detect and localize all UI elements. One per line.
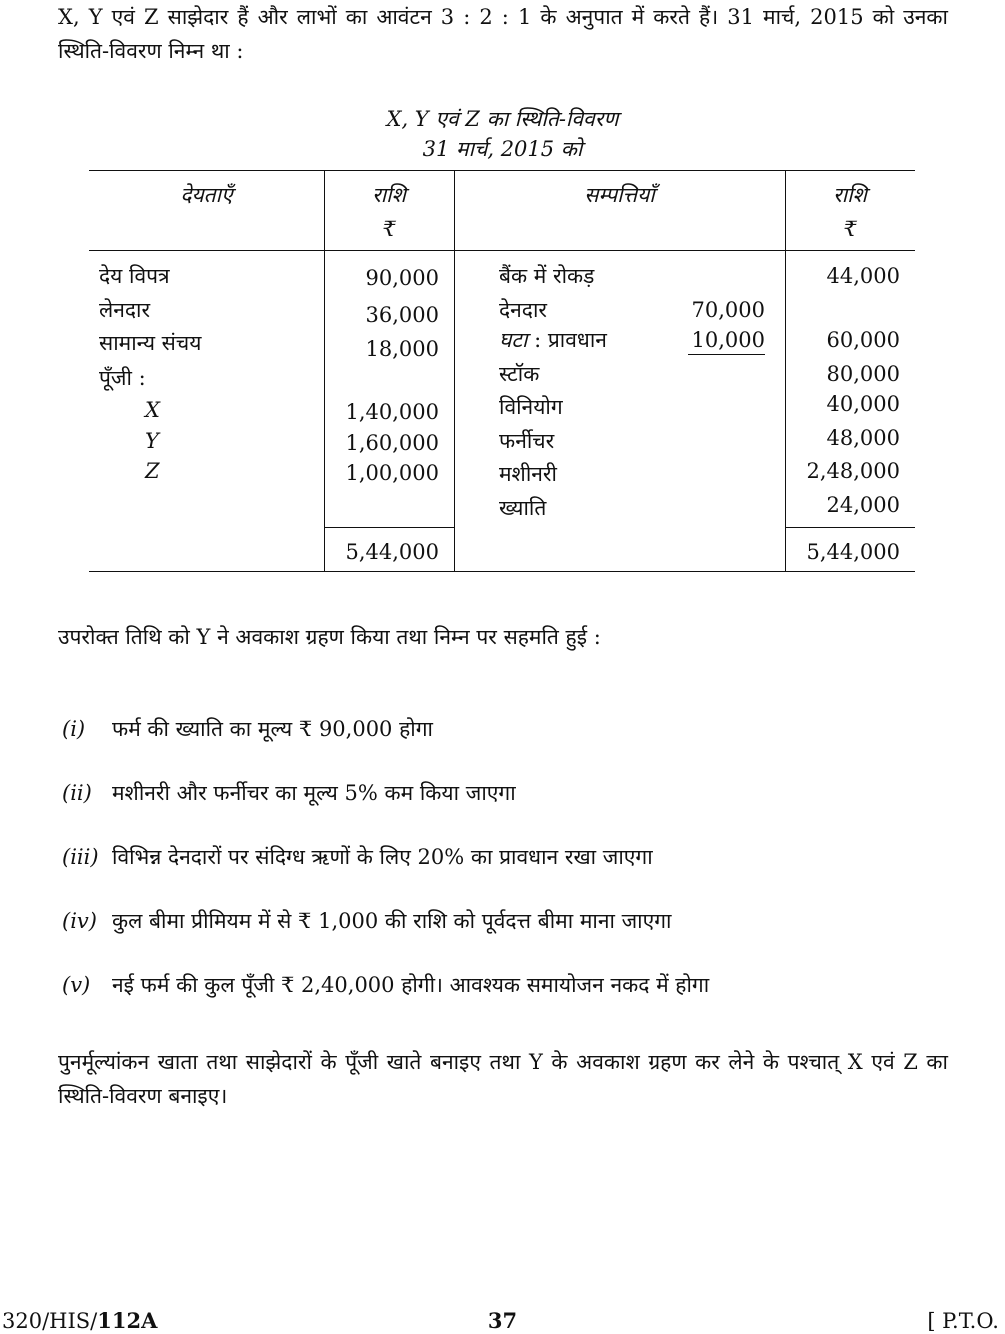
table-top-rule [89,170,915,171]
asset-label: मशीनरी [499,462,557,486]
total-rule-left [324,527,454,528]
header-currency-left: ₹ [382,217,396,241]
asset-amount: 24,000 [826,493,900,517]
condition-number: (v) [62,973,91,997]
asset-amount: 44,000 [826,264,900,288]
header-assets: सम्पत्तियाँ [584,183,655,207]
asset-label: बैंक में रोकड़ [499,264,595,288]
asset-label: विनियोग [499,395,563,419]
question-text: पुनर्मूल्यांकन खाता तथा साझेदारों के पूँजी खाते बनाइए तथा Y के अवकाश ग्रहण कर लेने के पश्चात् X एवं Z का स्थिति-विवरण बनाइए। [58,1050,948,1108]
asset-label: स्टॉक [499,362,540,386]
condition-number: (i) [62,717,86,741]
page-number: 37 [487,1308,518,1333]
liability-label: लेनदार [99,298,151,322]
asset-amount: 60,000 [826,328,900,352]
balance-sheet-table [89,170,915,572]
asset-amount: 80,000 [826,362,900,386]
pto-label: [ P.T.O. [927,1309,999,1333]
condition-text: नई फर्म की कुल पूँजी ₹ 2,40,000 होगी। आवश्यक समायोजन नकद में होगा [112,973,710,997]
liability-label: सामान्य संचय [99,331,202,355]
balance-sheet-title: X, Y एवं Z का स्थिति-विवरण [386,107,619,131]
provision-label: : प्रावधान [527,328,607,352]
asset-label: ख्याति [499,496,547,520]
liability-label: पूँजी : [99,366,146,390]
header-amount-left: राशि [372,183,406,207]
liability-amount: 1,40,000 [345,400,439,424]
liability-amount: 18,000 [365,337,439,361]
liability-amount: 1,60,000 [345,431,439,455]
balance-sheet-date: 31 मार्च, 2015 को [422,137,583,161]
partner-y-label: Y [145,429,159,453]
asset-amount: 2,48,000 [806,459,900,483]
total-assets: 5,44,000 [806,540,900,564]
asset-label: देनदार [499,298,547,322]
condition-text: मशीनरी और फर्नीचर का मूल्य 5% कम किया जाएगा [112,781,516,805]
condition-number: (iii) [62,845,99,869]
retirement-statement: उपरोक्त तिथि को Y ने अवकाश ग्रहण किया तथा निम्न पर सहमति हुई : [58,625,601,649]
table-bottom-rule [89,571,915,572]
total-rule-right [785,527,915,528]
liability-amount: 1,00,000 [345,461,439,485]
asset-sub-amount: 10,000 [691,328,765,352]
less-label: घटा [499,328,528,352]
condition-number: (ii) [62,781,92,805]
condition-text: विभिन्न देनदारों पर संदिग्ध ऋणों के लिए 20% का प्रावधान रखा जाएगा [112,845,653,869]
header-rule [89,250,915,251]
asset-label [499,327,607,353]
header-amount-right: राशि [833,183,867,207]
intro-paragraph: X, Y एवं Z साझेदार हैं और लाभों का आवंटन 3 : 2 : 1 के अनुपात में करते हैं। 31 मार्च, 2015 को उनका स्थिति-विवरण निम्न था : [58,5,948,63]
condition-number: (iv) [62,909,97,933]
condition-text: कुल बीमा प्रीमियम में से ₹ 1,000 की राशि को पूर्वदत्त बीमा माना जाएगा [112,909,672,933]
header-currency-right: ₹ [843,217,857,241]
col-divider-2 [454,170,455,572]
partner-z-label: Z [145,459,160,483]
header-liabilities: देयताएँ [180,183,233,207]
asset-sub-amount: 70,000 [691,298,765,322]
condition-text: फर्म की ख्याति का मूल्य ₹ 90,000 होगा [112,717,433,741]
liability-amount: 36,000 [365,303,439,327]
asset-amount: 40,000 [826,392,900,416]
partner-x-label: X [145,398,160,422]
total-liabilities: 5,44,000 [345,540,439,564]
liability-amount: 90,000 [365,266,439,290]
liability-label: देय विपत्र [99,264,170,288]
paper-code-prefix: 320/HIS/ [2,1309,98,1333]
provision-underline [688,354,765,355]
asset-label: फर्नीचर [499,429,555,453]
asset-amount: 48,000 [826,426,900,450]
paper-code-number: 112A [97,1308,158,1333]
